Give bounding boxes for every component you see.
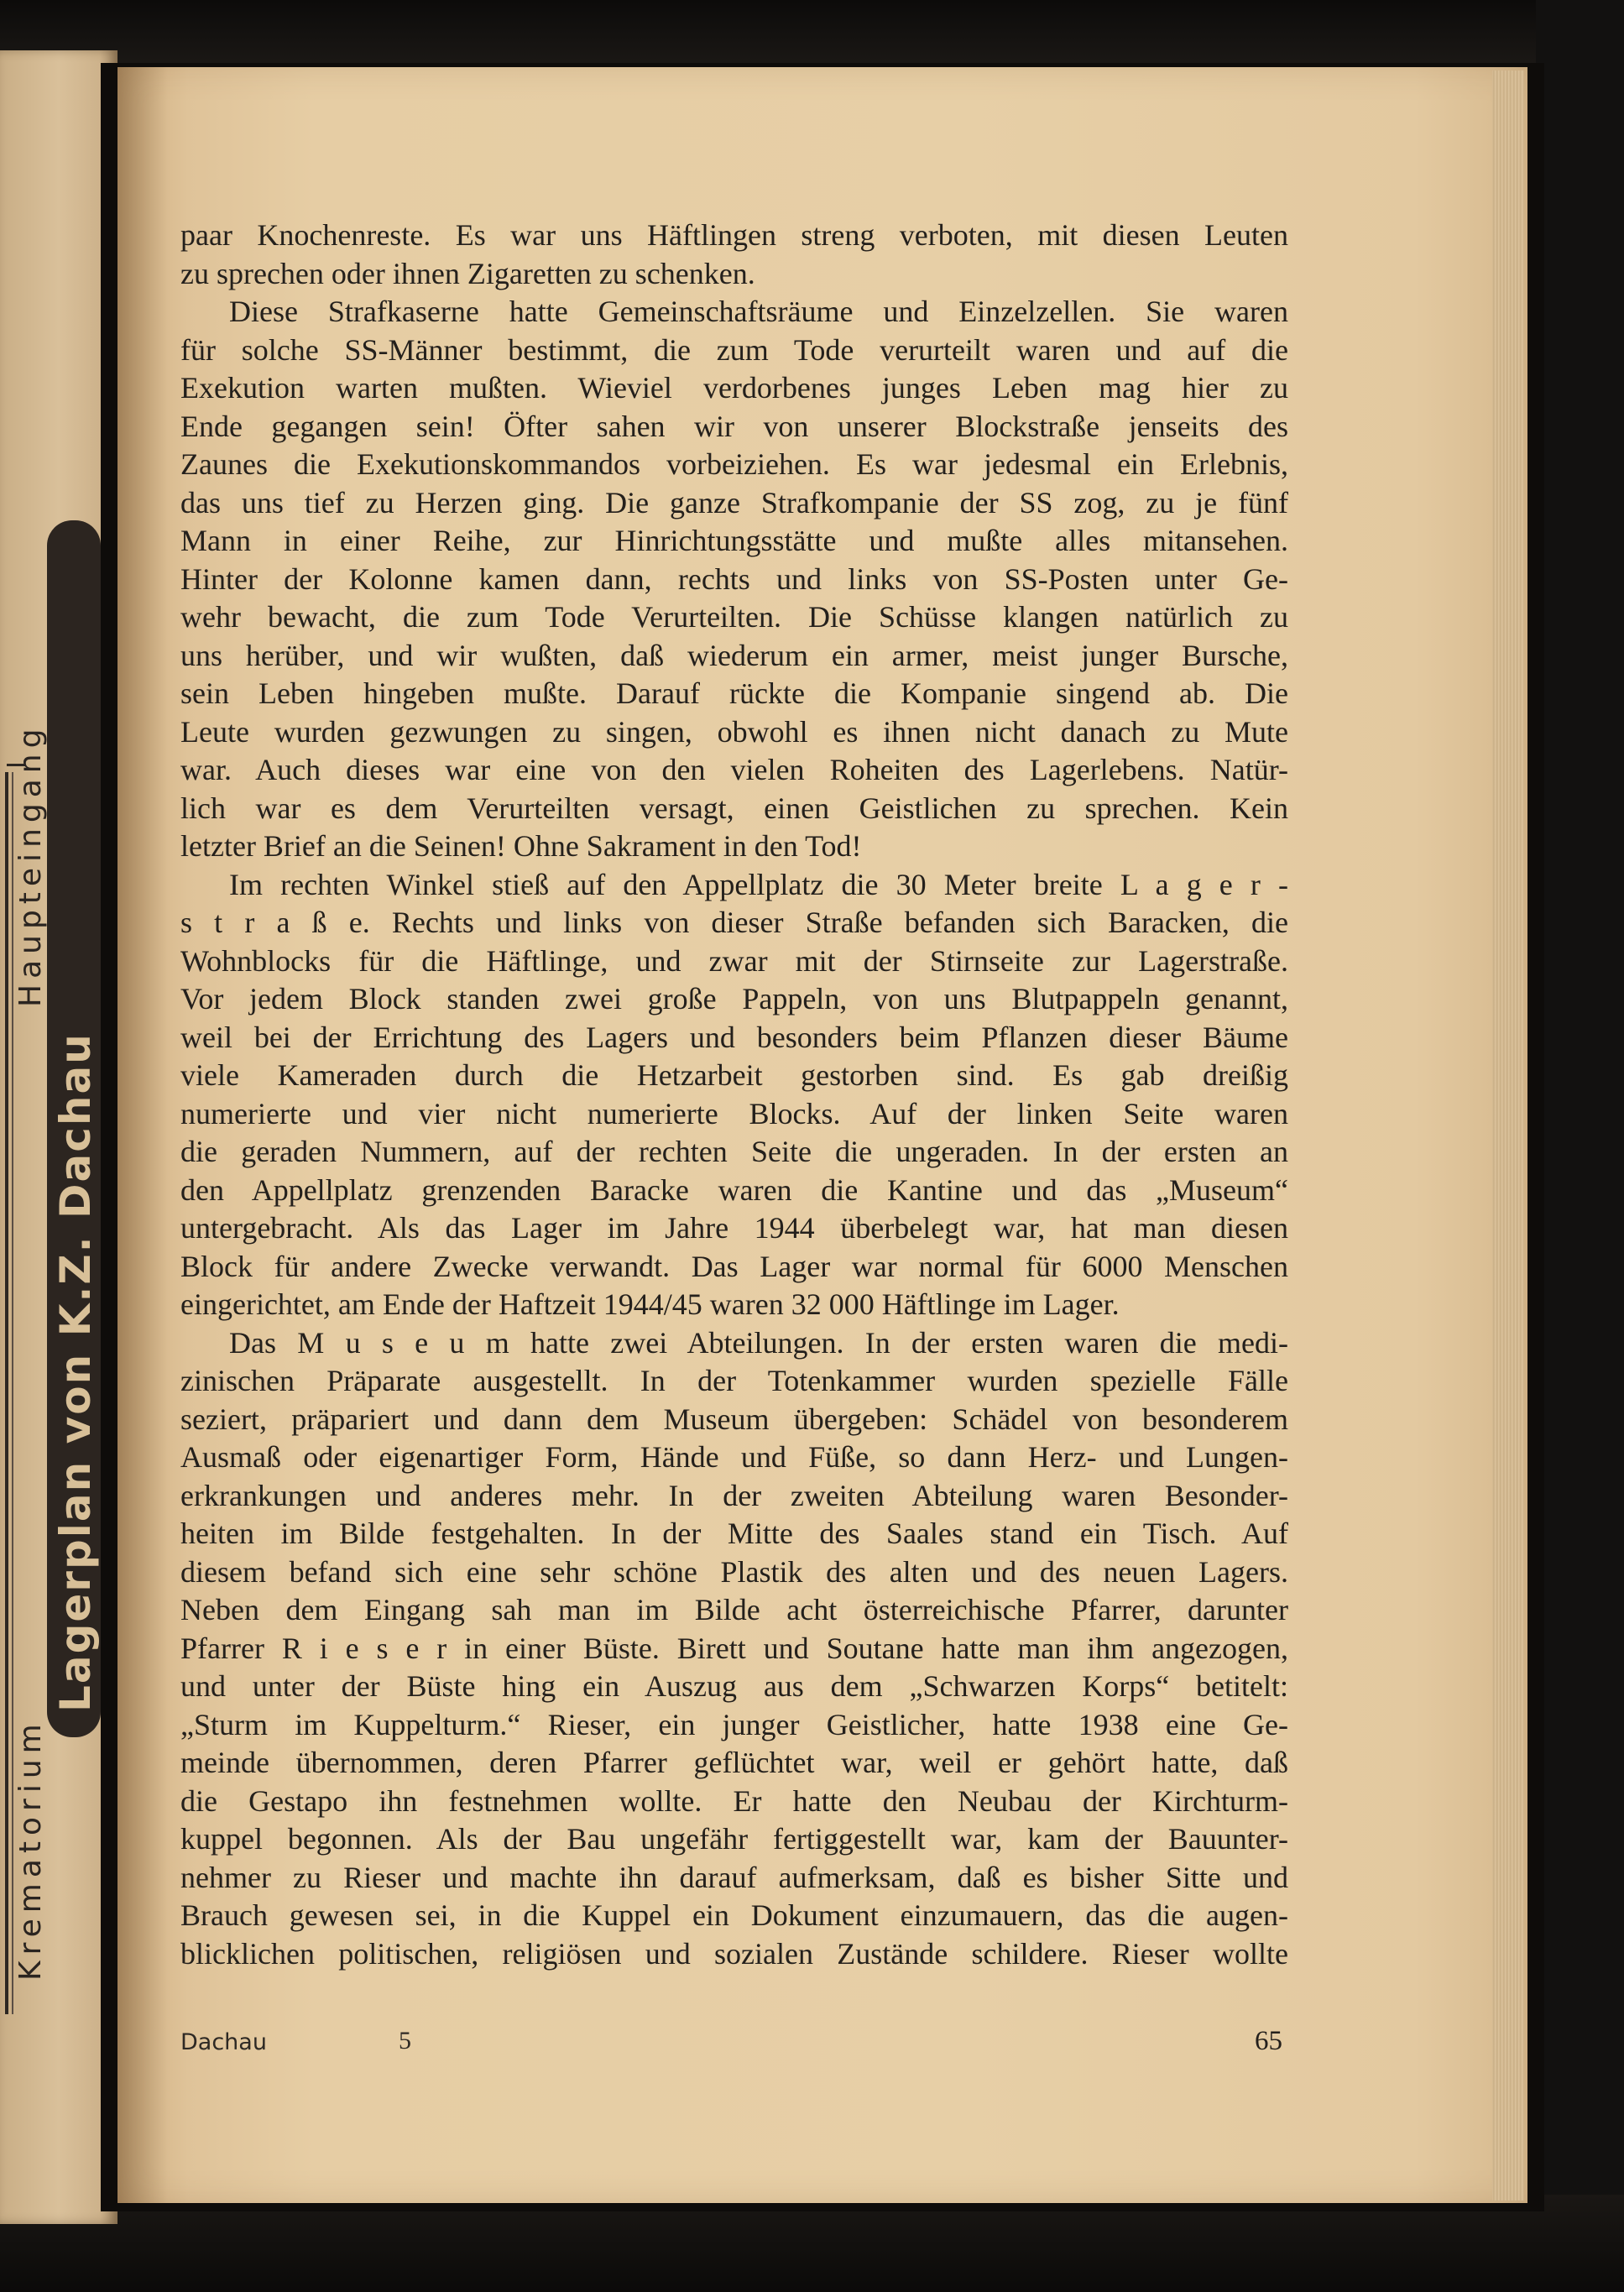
text-line: uns herüber, und wir wußten, daß wiederum ein armer, meist junger Bursche, (180, 638, 1288, 672)
text-line: „Sturm im Kuppelturm.“ Rieser, ein junger Geistlicher, hatte 1938 eine Ge- (180, 1707, 1288, 1741)
text-line: die geraden Nummern, auf der rechten Seite die ungeraden. In der ersten an (180, 1135, 1288, 1168)
text-line: Ende gegangen sein! Öfter sahen wir von unserer Blockstraße jenseits des (180, 409, 1288, 443)
page-edge (1492, 70, 1524, 2201)
footer-signature-number: 5 (399, 2027, 411, 2054)
footer-signature-label: Dachau (180, 2029, 267, 2055)
text-line: erkrankungen und anderes mehr. In der zweiten Abteilung waren Besonder- (180, 1478, 1288, 1512)
text-line: s t r a ß e. Rechts und links von dieser Straße befanden sich Baracken, die (180, 906, 1288, 939)
text-line: lich war es dem Verurteilten versagt, einen Geistlichen zu sprechen. Kein (180, 791, 1288, 825)
text-line: Neben dem Eingang sah man im Bilde acht österreichische Pfarrer, darunter (180, 1593, 1288, 1626)
text-line: paar Knochenreste. Es war uns Häftlingen streng verboten, mit diesen Leuten (180, 218, 1288, 252)
text-line: weil bei der Errichtung des Lagers und besonders beim Pflanzen dieser Bäume (180, 1020, 1288, 1054)
text-line: Block für andere Zwecke verwandt. Das Lager war normal für 6000 Menschen (180, 1249, 1288, 1283)
text-line: viele Kameraden durch die Hetzarbeit gestorben sind. Es gab dreißig (180, 1058, 1288, 1092)
text-line: Im rechten Winkel stieß auf den Appellplatz die 30 Meter breite L a g e r - (229, 867, 1288, 901)
text-line: untergebracht. Als das Lager im Jahre 1944 überbelegt war, hat man diesen (180, 1211, 1288, 1245)
text-line: für solche SS-Männer bestimmt, die zum Tode verurteilt waren und auf die (180, 332, 1288, 367)
text-line: Hinter der Kolonne kamen dann, rechts und links von SS-Posten unter Ge- (180, 561, 1288, 596)
text-line: den Appellplatz grenzenden Baracke waren die Kantine und das „Museum“ (180, 1172, 1288, 1207)
text-line: Exekution warten mußten. Wieviel verdorbenes junges Leben mag hier zu (180, 371, 1288, 405)
text-line: war. Auch dieses war eine von den vielen Roheiten des Lagerlebens. Natür- (180, 753, 1288, 786)
text-line: seziert, präpariert und dann dem Museum übergeben: Schädel von besonderem (180, 1402, 1288, 1436)
text-line: Das M u s e u m hatte zwei Abteilungen. In der ersten waren die medi- (229, 1325, 1288, 1360)
background-right (1536, 0, 1624, 2292)
text-line: Pfarrer R i e s e r in einer Büste. Birett und Soutane hatte man ihm angezogen, (180, 1631, 1288, 1665)
text-line: Wohnblocks für die Häftlinge, und zwar mit der Stirnseite zur Lagerstraße. (180, 943, 1288, 978)
text-line: Zaunes die Exekutionskommandos vorbeiziehen. Es war jedesmal ein Erlebnis, (180, 447, 1288, 481)
text-line: die Gestapo ihn festnehmen wollte. Er hatte den Neubau der Kirchturm- (180, 1783, 1288, 1818)
text-line: numerierte und vier nicht numerierte Blocks. Auf der linken Seite waren (180, 1096, 1288, 1130)
text-line: zinischen Präparate ausgestellt. In der Totenkammer wurden spezielle Fälle (180, 1364, 1288, 1397)
text-line: heiten im Bilde festgehalten. In der Mitte des Saales stand ein Tisch. Auf (180, 1517, 1288, 1550)
text-line: blicklichen politischen, religiösen und sozialen Zustände schildere. Rieser wollte (180, 1936, 1288, 1971)
text-line: Ausmaß oder eigenartiger Form, Hände und Füße, so dann Herz- und Lungen- (180, 1440, 1288, 1474)
text-line: diesem befand sich eine sehr schöne Plastik des alten und des neuen Lagers. (180, 1554, 1288, 1589)
text-line: nehmer zu Rieser und machte ihn darauf aufmerksam, daß es bisher Sitte und (180, 1860, 1288, 1894)
text-line: sein Leben hingeben mußte. Darauf rückte die Kompanie singend ab. Die (180, 676, 1288, 710)
text-line: Mann in einer Reihe, zur Hinrichtungsstätte und mußte alles mitansehen. (180, 524, 1288, 557)
text-line: zu sprechen oder ihnen Zigaretten zu schenken. (180, 256, 755, 290)
page-number: 65 (1255, 2026, 1282, 2056)
text-line: Diese Strafkaserne hatte Gemeinschaftsräume und Einzelzellen. Sie waren (229, 295, 1288, 328)
body-text (180, 217, 1288, 1973)
text-line: Leute wurden gezwungen zu singen, obwohl es ihnen nicht danach zu Mute (180, 714, 1288, 749)
text-line: kuppel begonnen. Als der Bau ungefähr fertiggestellt war, kam der Bauunter- (180, 1822, 1288, 1856)
text-line: wehr bewacht, die zum Tode Verurteilten. Die Schüsse klangen natürlich zu (180, 600, 1288, 634)
text-line: letzter Brief an die Seinen! Ohne Sakrament in den Tod! (180, 829, 862, 863)
map-label-crematorium (2, 1922, 60, 1981)
map-title (50, 1662, 101, 1712)
page-gutter (117, 67, 168, 2203)
text-line: das uns tief zu Herzen ging. Die ganze Strafkompanie der SS zog, zu je fünf (180, 485, 1288, 519)
text-line: Vor jedem Block standen zwei große Pappeln, von uns Blutpappeln genannt, (180, 982, 1288, 1015)
text-line: und unter der Büste hing ein Auszug aus dem „Schwarzen Korps“ betitelt: (180, 1669, 1288, 1703)
text-line: Brauch gewesen sei, in die Kuppel ein Dokument einzumauern, das die augen- (180, 1898, 1288, 1932)
text-line: eingerichtet, am Ende der Haftzeit 1944/45 waren 32 000 Häftlinge im Lager. (180, 1287, 1120, 1321)
text-line: meinde übernommen, deren Pfarrer geflüchtet war, weil er gehört hatte, daß (180, 1746, 1288, 1779)
